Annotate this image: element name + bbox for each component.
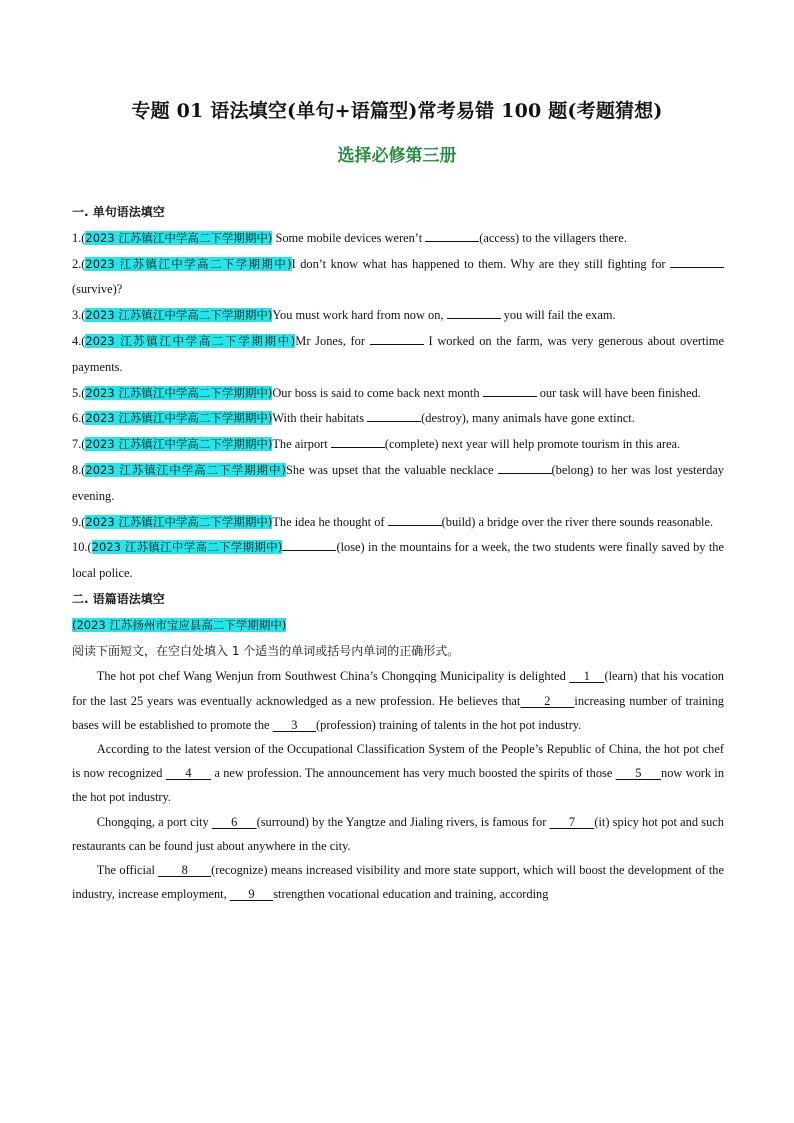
source-highlight: 2023 江苏镇江中学高二下学期期中) [85,514,273,529]
passage-source [72,613,724,639]
section-heading-single-sentence: 一. 单句语法填空 [72,205,165,219]
source-highlight: 2023 江苏镇江中学高二下学期期中) [85,230,273,245]
question-number: 6.( [72,411,86,426]
question-text: (survive)? [72,282,123,297]
question-number: 7.( [72,437,86,452]
question-text: our task will have been finished. [536,385,701,400]
question-text: Our boss is said to come back next month [272,385,483,400]
numbered-blank[interactable]: 7 [549,814,595,829]
question-text: (lose) in the mountains for a week, the two students were finally saved by the local police. [72,540,724,581]
answer-blank[interactable] [388,511,442,526]
numbered-blank[interactable]: 8 [158,862,212,877]
question-text: Mr Jones, for [295,333,370,348]
answer-blank[interactable] [498,459,552,474]
source-highlight: 2023 江苏镇江中学高二下学期期中) [85,437,273,452]
answer-blank[interactable] [331,433,385,448]
numbered-blank[interactable]: 4 [165,766,212,781]
source-highlight: 2023 江苏镇江中学高二下学期期中) [85,411,273,426]
question-item [72,303,724,329]
question-number: 9.( [72,514,86,529]
source-highlight: 2023 江苏镇江中学高二下学期期中) [85,256,292,271]
numbered-blank[interactable]: 9 [229,887,274,902]
source-highlight: 2023 江苏镇江中学高二下学期期中) [91,540,283,555]
answer-blank[interactable] [447,304,501,319]
question-item [72,406,724,432]
question-item [72,381,724,407]
question-item [72,535,724,587]
question-text: Some mobile devices weren’t [272,230,426,245]
question-number: 10.( [72,540,92,555]
question-item [72,329,724,381]
source-highlight: 2023 江苏镇江中学高二下学期期中) [85,385,273,400]
passage-paragraph-2: According to the latest version of the Occupational Classification System of the People’s Republic of China, the hot pot chef is now recognized 4 a new profession. The announcement has very much boosted the spirits of those 5 now work in the hot pot industry. [72,741,725,805]
question-number: 4.( [72,333,86,348]
numbered-blank[interactable]: 1 [569,669,605,684]
answer-blank[interactable] [282,536,336,551]
question-text: (complete) next year will help promote tourism in this area. [384,437,681,452]
passage-paragraph-3: Chongqing, a port city 6 (surround) by the Yangtze and Jialing rivers, is famous for 7 (it) spicy hot pot and such restaurants can be found just about anywhere in the city. [72,814,724,853]
question-text: The airport [272,437,331,452]
source-highlight: (2023 江苏扬州市宝应县高二下学期期中) [72,617,287,632]
question-number: 1.( [72,230,86,245]
answer-blank[interactable] [425,227,479,242]
answer-blank[interactable] [367,407,421,422]
passage-instruction: 阅读下面短文，在空白处填入 1 个适当的单词或括号内单词的正确形式。 [72,643,460,658]
question-text: (build) a bridge over the river there sounds reasonable. [441,514,714,529]
passage-paragraph-4: The official 8 (recognize) means increased visibility and more state support, which will boost the development of the industry, increase employment, 9 strengthen vocational education and training, according [72,862,724,902]
passage-paragraph-1: The hot pot chef Wang Wenjun from Southwest China’s Chongqing Municipality is delighted 1 (learn) that his vocation for the last 25 years was eventually acknowledged as a new profession. He believes that 2 increasing number of training bases will be established to promote the 3 (profession) training of talents in the hot pot industry. [72,669,724,732]
question-item [72,226,724,252]
question-text: I worked on the farm, was very generous about overtime payments. [72,333,724,374]
page-subtitle: 选择必修第三册 [337,146,457,166]
answer-blank[interactable] [483,382,537,397]
document-body [72,200,724,906]
question-number: 8.( [72,462,86,477]
page-title: 专题 01 语法填空(单句+语篇型)常考易错 100 题(考题猜想) [131,100,663,122]
question-text: you will fail the exam. [500,308,616,323]
question-item [72,510,724,536]
numbered-blank[interactable]: 3 [272,717,316,732]
section-heading-passage: 二. 语篇语法填空 [72,591,165,606]
question-number: 3.( [72,308,86,323]
answer-blank[interactable] [670,253,724,268]
question-text: The idea he thought of [272,514,388,529]
source-highlight: 2023 江苏镇江中学高二下学期期中) [85,462,286,477]
question-text: (access) to the villagers there. [479,230,627,245]
answer-blank[interactable] [370,330,424,345]
question-text: You must work hard from now on, [272,308,447,323]
question-item [72,432,724,458]
question-text: I don’t know what has happened to them. Why are they still fighting for [291,256,670,271]
numbered-blank[interactable]: 6 [211,814,257,829]
question-text: She was upset that the valuable necklace [285,462,498,477]
numbered-blank[interactable]: 2 [520,693,575,708]
question-item [72,252,724,304]
numbered-blank[interactable]: 5 [615,766,662,781]
question-number: 2.( [72,256,86,271]
question-text: (belong) to her was lost yesterday evening. [72,462,724,503]
source-highlight: 2023 江苏镇江中学高二下学期期中) [85,308,273,323]
question-text: With their habitats [272,411,368,426]
question-number: 5.( [72,385,86,400]
question-item [72,458,724,510]
question-text: (destroy), many animals have gone extinct. [421,411,635,426]
source-highlight: 2023 江苏镇江中学高二下学期期中) [85,333,296,348]
question-list [72,226,724,587]
